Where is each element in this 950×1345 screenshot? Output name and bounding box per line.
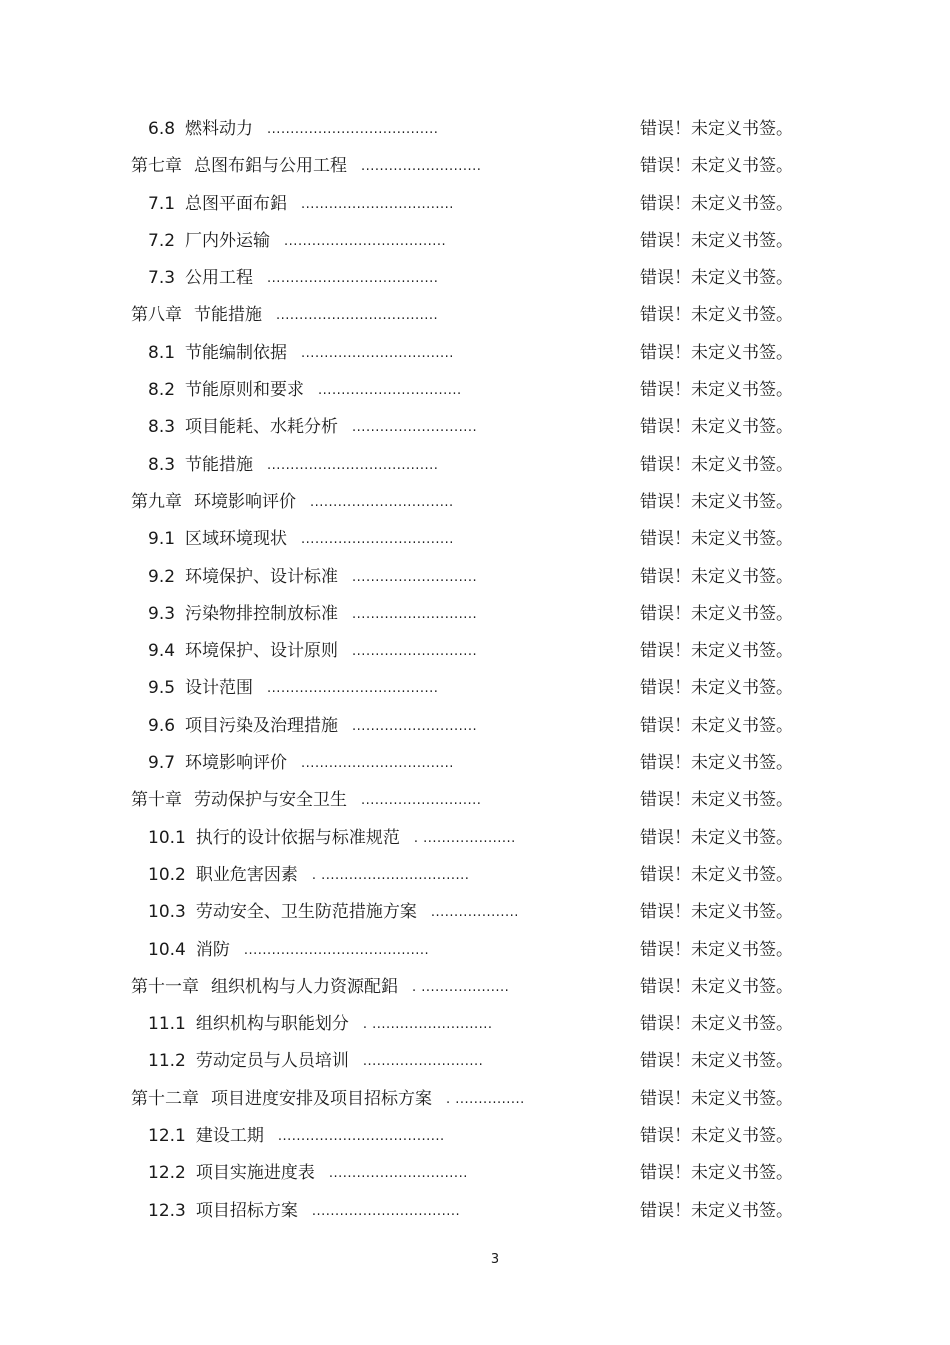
toc-entry-number: 9.3 [148, 603, 176, 624]
toc-entry-title: 环境保护、设计标准 [185, 566, 339, 587]
toc-section-entry[interactable] [0, 260, 950, 297]
toc-leader-dots: ................... [430, 905, 519, 921]
toc-leader-dots: ........................... [352, 569, 478, 585]
toc-entry-heading [148, 447, 438, 484]
toc-page-reference: 错误！未定义书签。 [640, 603, 793, 624]
toc-page-reference: 错误！未定义书签。 [640, 230, 793, 251]
toc-entry-heading [148, 559, 477, 596]
toc-entry-number: 7.1 [148, 193, 176, 214]
toc-entry-title: 公用工程 [185, 268, 254, 289]
toc-page-reference: 错误！未定义书签。 [640, 678, 793, 699]
toc-section-entry[interactable] [0, 820, 950, 857]
toc-entry-title: 组织机构与人力资源配鋁 [211, 976, 398, 997]
toc-entry-heading [148, 596, 477, 633]
toc-entry-title: 消防 [195, 939, 230, 960]
toc-page-reference: 错误！未定义书签。 [640, 305, 793, 326]
toc-page-reference: 错误！未定义书签。 [640, 939, 793, 960]
toc-entry-title: 组织机构与职能划分 [195, 1014, 349, 1035]
toc-entry-heading [148, 335, 454, 372]
toc-entry-number: 9.7 [148, 753, 176, 774]
toc-leader-dots: ................................... [284, 233, 447, 249]
toc-leader-dots: ..................................... [267, 271, 439, 287]
table-of-contents [0, 111, 950, 1230]
toc-chapter-entry[interactable] [0, 782, 950, 819]
toc-entry-number: 第八章 [131, 305, 182, 326]
toc-page-reference: 错误！未定义书签。 [640, 1163, 793, 1184]
toc-entry-title: 项目招标方案 [195, 1200, 298, 1221]
toc-entry-title: 污染物排控制放标准 [185, 603, 339, 624]
toc-page-reference: 错误！未定义书签。 [640, 119, 793, 139]
toc-leader-dots: ........................... [352, 420, 478, 436]
toc-entry-number: 8.3 [148, 417, 176, 438]
toc-entry-number: 8.3 [148, 454, 176, 475]
toc-section-entry[interactable] [0, 1006, 950, 1043]
toc-entry-title: 项目污染及治理措施 [185, 715, 339, 736]
toc-entry-heading [148, 521, 454, 558]
toc-page-reference: 错误！未定义书签。 [640, 342, 793, 363]
toc-page-reference: 错误！未定义书签。 [640, 641, 793, 662]
toc-page-reference: 错误！未定义书签。 [640, 380, 793, 401]
toc-leader-dots: ..................................... [267, 681, 439, 697]
toc-entry-heading [148, 894, 519, 931]
toc-entry-number: 9.5 [148, 678, 176, 699]
toc-entry-number: 12.1 [148, 1126, 186, 1147]
toc-section-entry[interactable] [0, 111, 950, 148]
toc-entry-heading [148, 1193, 460, 1230]
toc-entry-number: 9.6 [148, 715, 176, 736]
toc-section-entry[interactable] [0, 335, 950, 372]
toc-entry-number: 第十一章 [131, 976, 199, 997]
toc-page-reference: 错误！未定义书签。 [640, 417, 793, 438]
toc-entry-heading [148, 111, 438, 148]
toc-entry-number: 11.1 [148, 1014, 186, 1035]
page-number: 3 [490, 1252, 500, 1267]
toc-section-entry[interactable] [0, 559, 950, 596]
toc-leader-dots: . ............... [446, 1091, 525, 1107]
toc-entry-heading [148, 1155, 468, 1192]
toc-entry-number: 第七章 [131, 156, 182, 177]
toc-leader-dots: ........................... [352, 606, 478, 622]
toc-leader-dots: .......................... [361, 793, 482, 809]
toc-section-entry[interactable] [0, 521, 950, 558]
toc-section-entry[interactable] [0, 745, 950, 782]
toc-section-entry[interactable] [0, 186, 950, 223]
toc-entry-number: 第十章 [131, 790, 182, 811]
toc-section-entry[interactable] [0, 1043, 950, 1080]
toc-page-reference: 错误！未定义书签。 [640, 902, 793, 923]
toc-entry-heading [148, 745, 454, 782]
toc-entry-title: 建设工期 [195, 1126, 264, 1147]
toc-entry-title: 节能原则和要求 [185, 380, 305, 401]
toc-entry-number: 7.2 [148, 230, 176, 251]
toc-leader-dots: ................................. [301, 345, 454, 361]
toc-entry-heading [148, 260, 438, 297]
toc-page-reference: 错误！未定义书签。 [640, 827, 793, 848]
toc-leader-dots: . .................... [413, 830, 516, 846]
toc-leader-dots: ................................. [301, 756, 454, 772]
toc-entry-title: 劳动定员与人员培训 [195, 1051, 349, 1072]
toc-leader-dots: ................................... [276, 308, 439, 324]
toc-entry-heading [148, 372, 462, 409]
toc-entry-number: 8.2 [148, 380, 176, 401]
toc-page-reference: 错误！未定义书签。 [640, 1200, 793, 1221]
toc-entry-title: 项目实施进度表 [195, 1163, 315, 1184]
toc-section-entry[interactable] [0, 409, 950, 446]
toc-leader-dots: ............................... [310, 494, 454, 510]
toc-entry-title: 节能措施 [185, 454, 254, 475]
toc-entry-heading [131, 1081, 525, 1118]
toc-leader-dots: ................................. [301, 532, 454, 548]
toc-entry-title: 项目进度安排及项目招标方案 [211, 1088, 432, 1109]
toc-chapter-entry[interactable] [0, 484, 950, 521]
toc-page-reference: 错误！未定义书签。 [640, 1088, 793, 1109]
toc-leader-dots: ................................. [301, 196, 454, 212]
toc-entry-title: 环境保护、设计原则 [185, 641, 339, 662]
toc-entry-number: 9.1 [148, 529, 176, 550]
toc-entry-heading [148, 409, 477, 446]
toc-entry-title: 节能措施 [194, 305, 262, 326]
toc-entry-heading [148, 1043, 483, 1080]
toc-leader-dots: . ................................ [311, 867, 470, 883]
toc-entry-heading [148, 1006, 493, 1043]
toc-entry-heading [148, 223, 446, 260]
toc-entry-number: 9.4 [148, 641, 176, 662]
toc-entry-number: 12.3 [148, 1200, 186, 1221]
toc-page-reference: 错误！未定义书签。 [640, 454, 793, 475]
toc-entry-heading [131, 782, 481, 819]
toc-leader-dots: .......................... [362, 1054, 484, 1070]
toc-page-reference: 错误！未定义书签。 [640, 1051, 793, 1072]
toc-leader-dots: .................................... [277, 1129, 445, 1145]
toc-page-reference: 错误！未定义书签。 [640, 715, 793, 736]
toc-entry-number: 7.3 [148, 268, 176, 289]
toc-section-entry[interactable] [0, 932, 950, 969]
toc-page-reference: 错误！未定义书签。 [640, 1014, 793, 1035]
toc-entry-title: 劳动安全、卫生防范措施方案 [195, 902, 417, 923]
toc-entry-heading [131, 484, 454, 521]
toc-entry-heading [148, 633, 477, 670]
toc-entry-heading [131, 969, 509, 1006]
toc-entry-title: 环境影响评价 [194, 491, 296, 512]
toc-entry-title: 总图布鋁与公用工程 [194, 156, 347, 177]
toc-section-entry[interactable] [0, 894, 950, 931]
toc-leader-dots: . ................... [412, 979, 510, 995]
toc-chapter-entry[interactable] [0, 1081, 950, 1118]
toc-entry-title: 节能编制依据 [185, 342, 288, 363]
toc-chapter-entry[interactable] [0, 969, 950, 1006]
toc-page-reference: 错误！未定义书签。 [640, 529, 793, 550]
toc-entry-title: 厂内外运输 [185, 230, 271, 251]
toc-page-reference: 错误！未定义书签。 [640, 1126, 793, 1147]
toc-leader-dots: ..................................... [267, 122, 439, 137]
toc-entry-heading [148, 932, 429, 969]
toc-leader-dots: .......................... [361, 159, 482, 175]
toc-entry-title: 设计范围 [185, 678, 254, 699]
toc-section-entry[interactable] [0, 708, 950, 745]
toc-entry-number: 第十二章 [131, 1088, 199, 1109]
toc-leader-dots: ........................................ [243, 942, 430, 958]
toc-entry-heading [131, 297, 438, 334]
toc-entry-title: 职业危害因素 [195, 864, 298, 885]
toc-section-entry[interactable] [0, 857, 950, 894]
toc-section-entry[interactable] [0, 447, 950, 484]
toc-leader-dots: ........................... [352, 644, 478, 660]
toc-page-reference: 错误！未定义书签。 [640, 864, 793, 885]
toc-entry-title: 区域环境现状 [185, 529, 288, 550]
toc-entry-number: 第九章 [131, 491, 182, 512]
toc-leader-dots: .............................. [328, 1166, 468, 1182]
toc-chapter-entry[interactable] [0, 148, 950, 185]
toc-entry-number: 11.2 [148, 1051, 186, 1072]
toc-page-reference: 错误！未定义书签。 [640, 790, 793, 811]
toc-page-reference: 错误！未定义书签。 [640, 753, 793, 774]
toc-entry-number: 12.2 [148, 1163, 186, 1184]
toc-section-entry[interactable] [0, 633, 950, 670]
toc-entry-number: 8.1 [148, 342, 176, 363]
toc-entry-heading [148, 1118, 445, 1155]
toc-entry-number: 9.2 [148, 566, 176, 587]
toc-entry-heading [148, 186, 454, 223]
toc-page-reference: 错误！未定义书签。 [640, 193, 793, 214]
toc-leader-dots: . .......................... [362, 1017, 493, 1033]
toc-entry-heading [148, 708, 477, 745]
toc-page-reference: 错误！未定义书签。 [640, 566, 793, 587]
toc-page-reference: 错误！未定义书签。 [640, 156, 793, 177]
toc-leader-dots: ................................ [311, 1203, 461, 1219]
toc-entry-title: 总图平面布鋁 [185, 193, 288, 214]
toc-entry-title: 环境影响评价 [185, 753, 288, 774]
toc-entry-title: 执行的设计依据与标准规范 [195, 827, 400, 848]
toc-page-reference: 错误！未定义书签。 [640, 268, 793, 289]
toc-section-entry[interactable] [0, 670, 950, 707]
toc-entry-heading [148, 857, 469, 894]
toc-page-reference: 错误！未定义书签。 [640, 491, 793, 512]
toc-leader-dots: ........................... [352, 718, 478, 734]
toc-entry-number: 10.2 [148, 864, 186, 885]
toc-entry-title: 项目能耗、水耗分析 [185, 417, 339, 438]
toc-entry-number: 10.4 [148, 939, 186, 960]
toc-entry-title: 燃料动力 [185, 119, 254, 139]
toc-leader-dots: ..................................... [267, 457, 439, 473]
toc-entry-number: 6.8 [148, 119, 176, 139]
toc-chapter-entry[interactable] [0, 297, 950, 334]
toc-leader-dots: ............................... [318, 383, 462, 399]
toc-entry-title: 劳动保护与安全卫生 [194, 790, 347, 811]
toc-section-entry[interactable] [0, 1155, 950, 1192]
toc-section-entry[interactable] [0, 372, 950, 409]
toc-entry-number: 10.3 [148, 902, 186, 923]
toc-section-entry[interactable] [0, 1118, 950, 1155]
toc-page-reference: 错误！未定义书签。 [640, 976, 793, 997]
toc-entry-number: 10.1 [148, 827, 186, 848]
toc-section-entry[interactable] [0, 223, 950, 260]
toc-section-entry[interactable] [0, 596, 950, 633]
toc-entry-heading [148, 670, 438, 707]
toc-section-entry[interactable] [0, 1193, 950, 1230]
toc-entry-heading [131, 148, 481, 185]
toc-entry-heading [148, 820, 516, 857]
